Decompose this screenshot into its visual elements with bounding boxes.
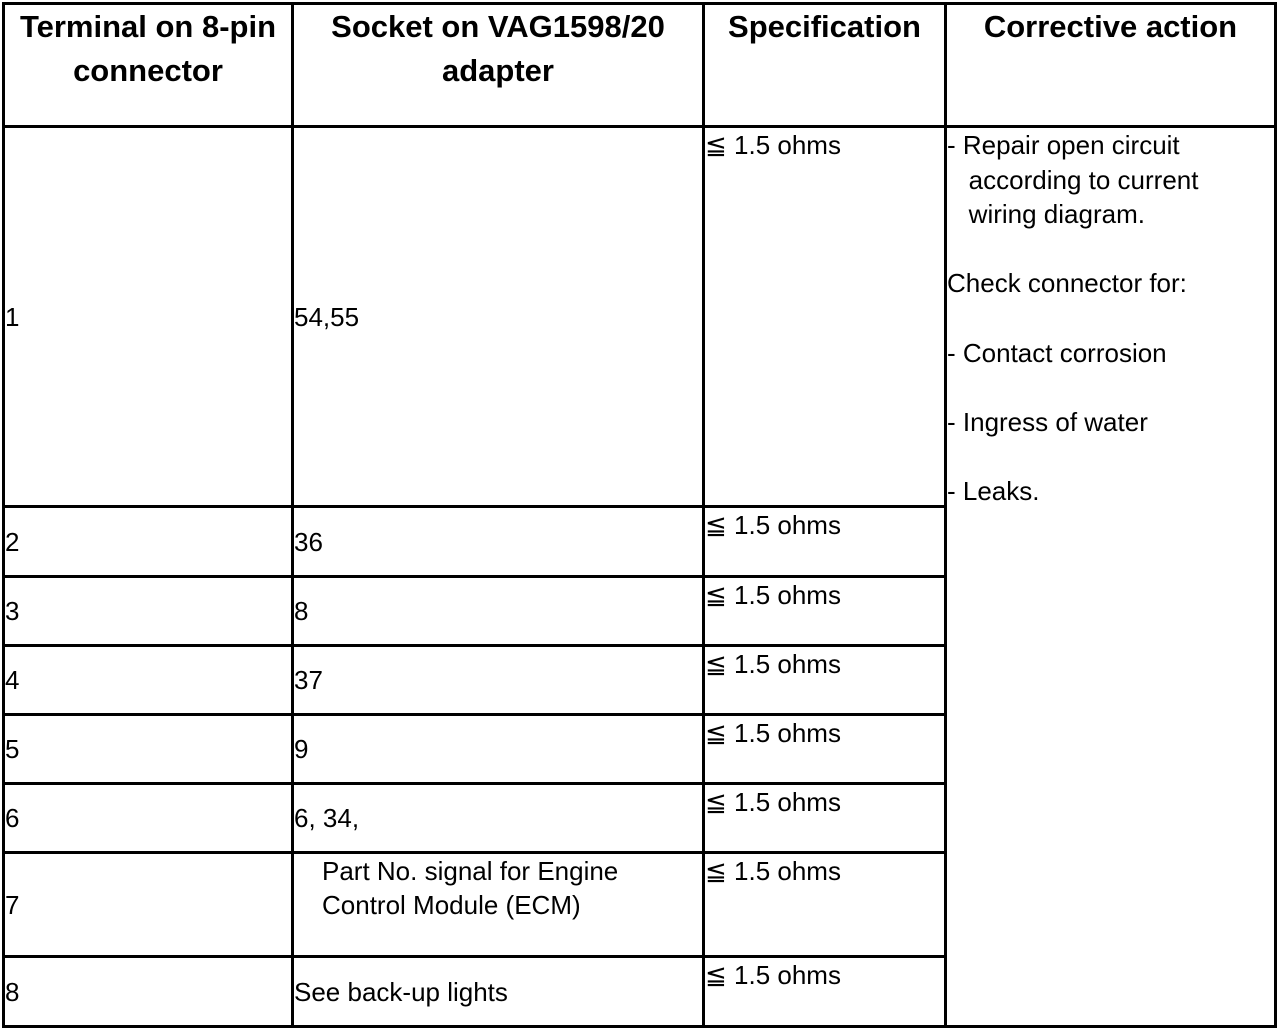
socket-cell: See back-up lights: [293, 957, 704, 1027]
spec-cell: ≦ 1.5 ohms: [704, 715, 946, 784]
spec-cell: ≦ 1.5 ohms: [704, 853, 946, 957]
socket-cell: 6, 34,: [293, 784, 704, 853]
spec-cell: ≦ 1.5 ohms: [704, 646, 946, 715]
action-spacer: [947, 301, 1274, 336]
socket-cell: 8: [293, 577, 704, 646]
table-row: [4, 127, 1276, 507]
spec-cell: ≦ 1.5 ohms: [704, 577, 946, 646]
action-spacer: [947, 232, 1274, 267]
action-line: - Contact corrosion: [947, 337, 1167, 368]
action-line: - Ingress of water: [947, 406, 1148, 437]
terminal-cell: 6: [4, 784, 293, 853]
spec-cell: ≦ 1.5 ohms: [704, 784, 946, 853]
action-spacer: [947, 439, 1274, 474]
socket-cell: 54,55: [293, 127, 704, 507]
terminal-cell: 4: [4, 646, 293, 715]
corrective-action-cell: [946, 127, 1276, 1027]
spec-cell: ≦ 1.5 ohms: [704, 957, 946, 1027]
socket-cell: Part No. signal for Engine Control Module (ECM): [293, 853, 704, 957]
header-specification: Specification: [704, 4, 946, 127]
action-line: Check connector for:: [947, 268, 1187, 299]
terminal-cell: 2: [4, 507, 293, 577]
terminal-cell: 5: [4, 715, 293, 784]
terminal-cell: 7: [4, 853, 293, 957]
spec-table: [2, 2, 1277, 1028]
terminal-cell: 1: [4, 127, 293, 507]
socket-cell: 37: [293, 646, 704, 715]
header-terminal: Terminal on 8-pin connector: [4, 4, 293, 127]
socket-cell: 36: [293, 507, 704, 577]
spec-cell: ≦ 1.5 ohms: [704, 507, 946, 577]
action-spacer: [947, 370, 1274, 405]
action-line: according to current: [947, 164, 1199, 195]
action-line: wiring diagram.: [947, 199, 1145, 230]
terminal-cell: 8: [4, 957, 293, 1027]
action-line: - Repair open circuit: [947, 130, 1180, 160]
header-corrective-action: Corrective action: [946, 4, 1276, 127]
header-socket: Socket on VAG1598/20 adapter: [293, 4, 704, 127]
action-line: - Leaks.: [947, 475, 1040, 506]
header-row: [4, 4, 1276, 127]
spec-cell: ≦ 1.5 ohms: [704, 127, 946, 507]
terminal-cell: 3: [4, 577, 293, 646]
socket-cell: 9: [293, 715, 704, 784]
